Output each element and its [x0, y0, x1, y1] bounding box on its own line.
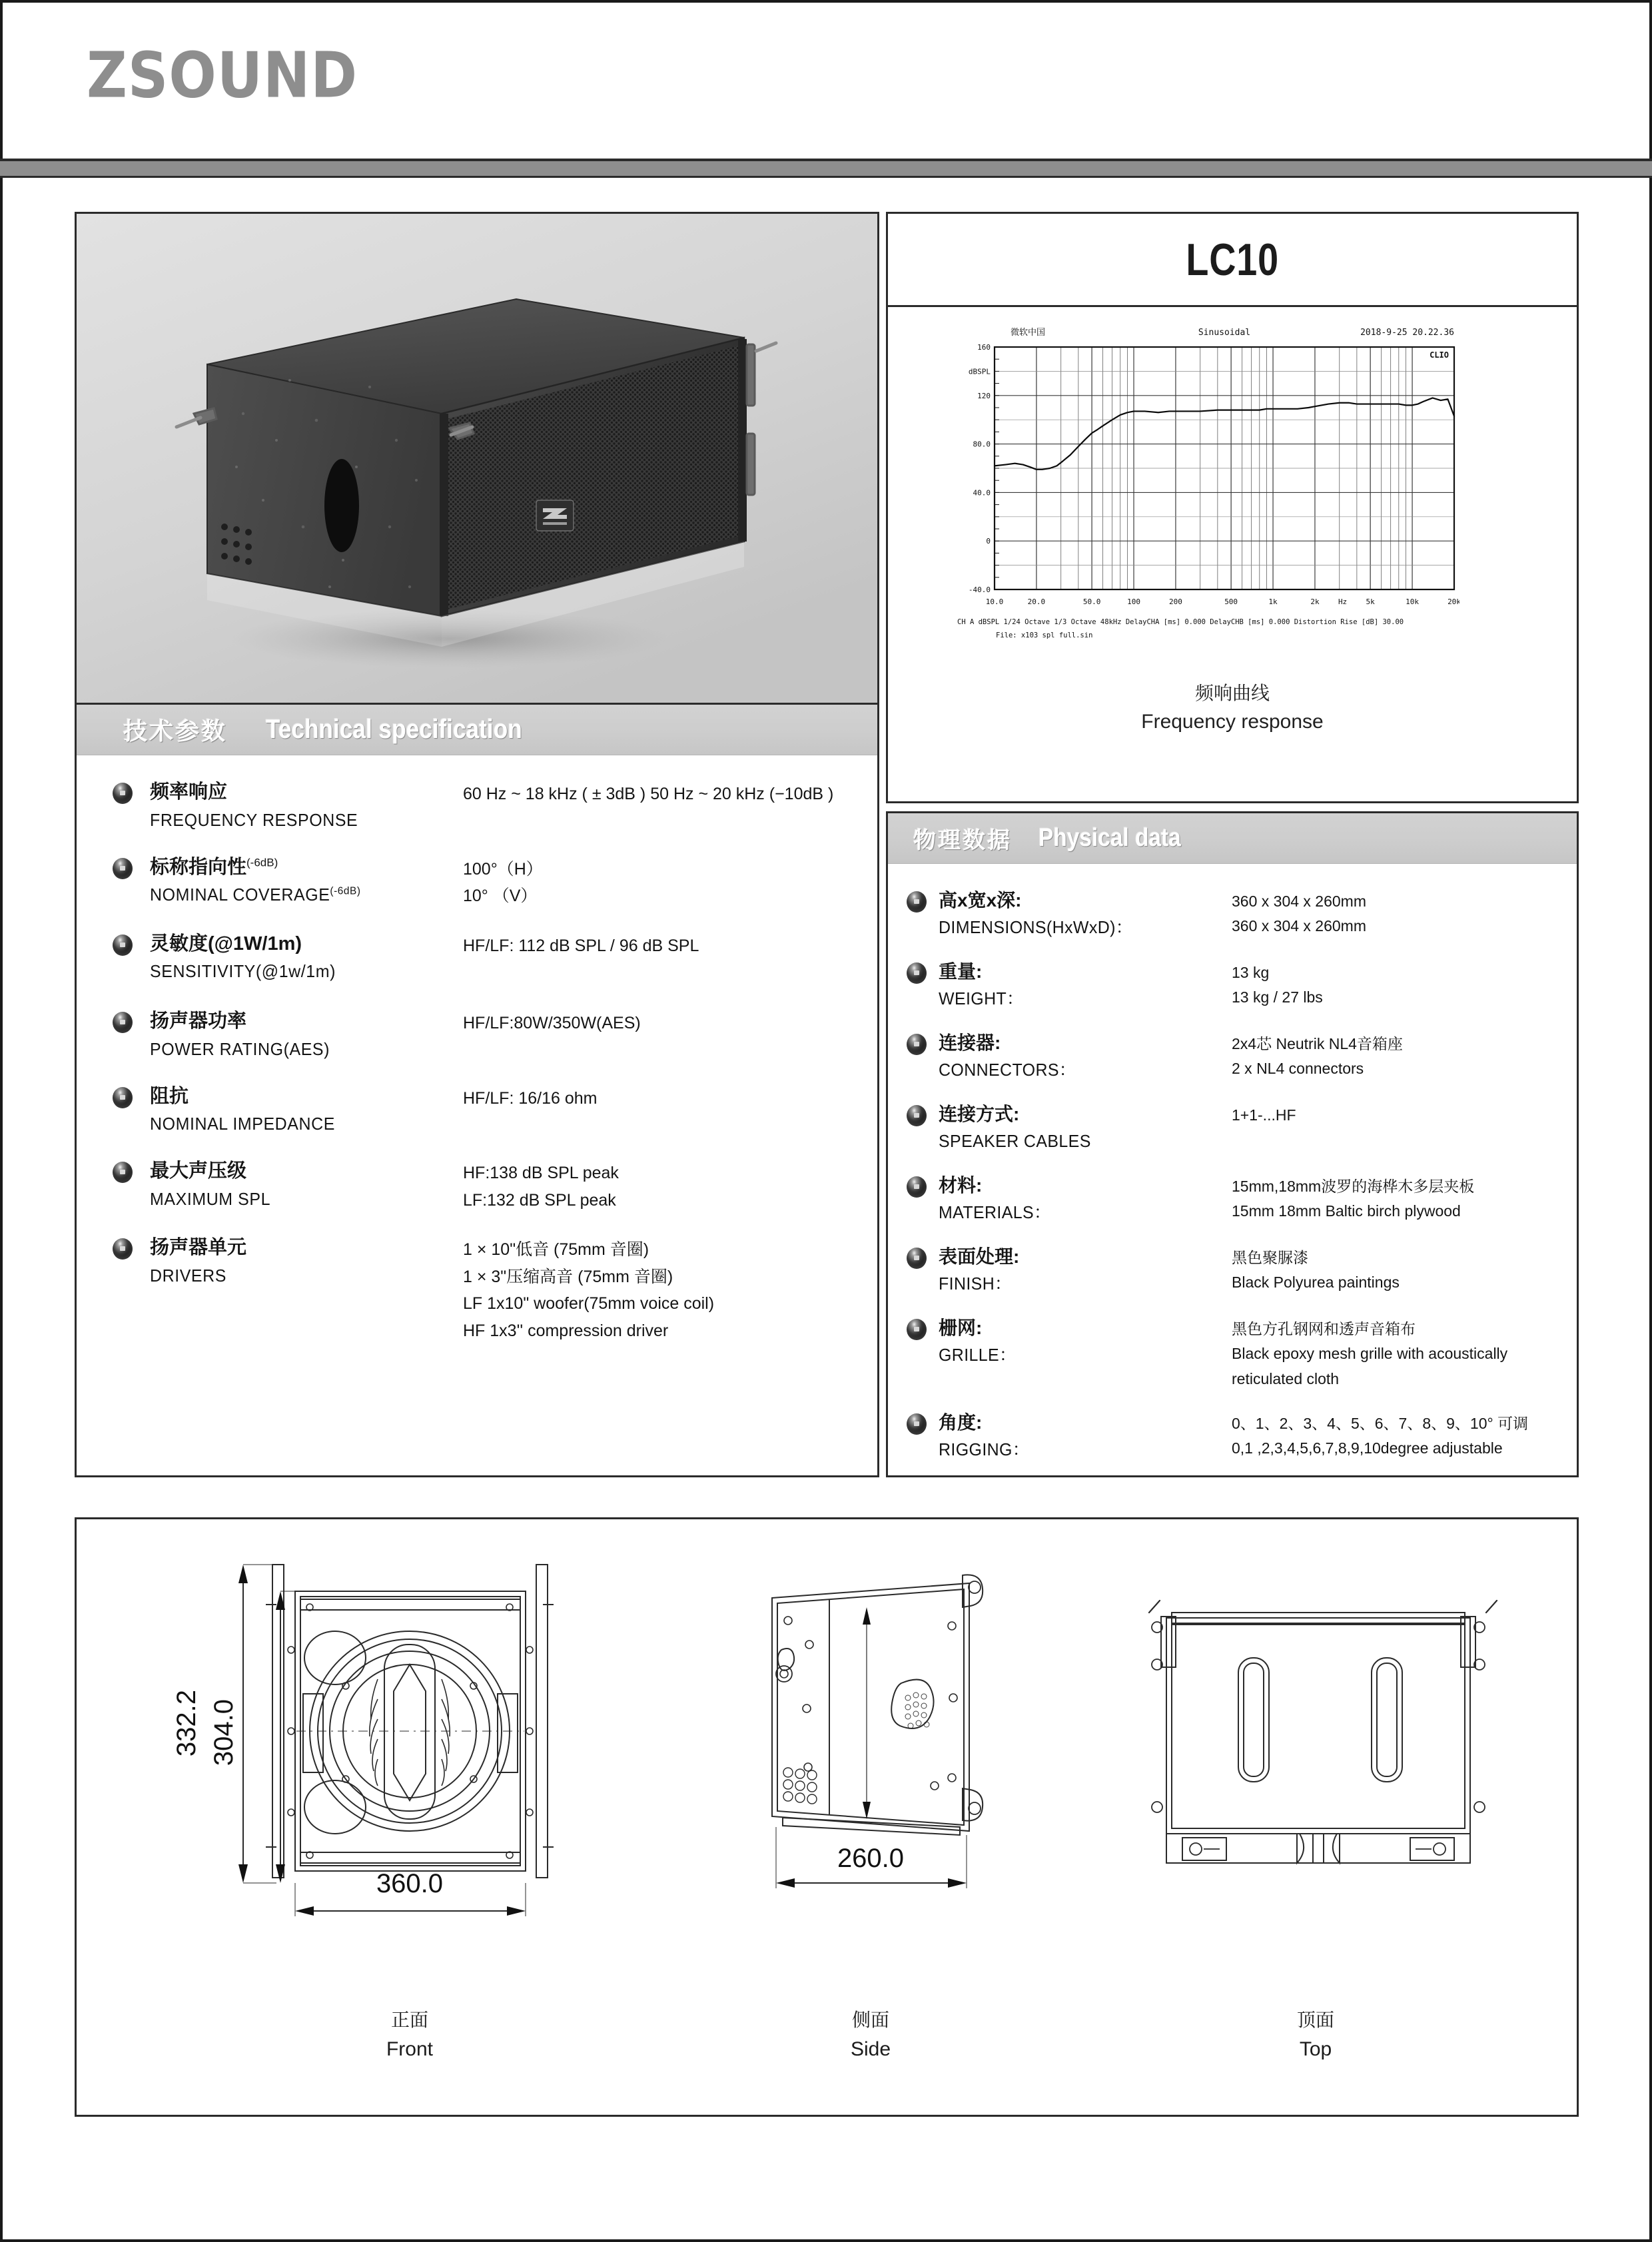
svg-text:20.0: 20.0	[1027, 597, 1046, 606]
spec-row	[888, 1243, 1577, 1297]
spec-value-line: LF 1x10" woofer(75mm voice coil)	[463, 1294, 715, 1313]
spec-label-cn: 连接方式:	[939, 1104, 1020, 1124]
spec-label	[939, 887, 1232, 940]
view-top-cn: 顶面	[1296, 2010, 1334, 2030]
spec-row	[77, 1082, 877, 1138]
spec-label	[150, 1082, 463, 1138]
view-label-front	[336, 2006, 483, 2065]
spec-value	[1232, 1409, 1577, 1463]
view-side-cn: 侧面	[851, 2010, 889, 2030]
spec-value	[1232, 1243, 1577, 1297]
spec-value-line: HF/LF:80W/350W(AES)	[463, 1014, 641, 1032]
svg-text:0: 0	[986, 537, 991, 546]
view-front-en: Front	[386, 2038, 434, 2061]
spec-label	[150, 1007, 463, 1062]
spec-label-en: CONNECTORS：	[939, 1060, 1076, 1080]
dim-label-front-width: 360.0	[376, 1869, 444, 1898]
spec-label-en: POWER RATING(AES)	[150, 1038, 330, 1059]
spec-label-en: MATERIALS：	[939, 1202, 1051, 1222]
spec-label-en: NOMINAL IMPEDANCE	[150, 1114, 335, 1134]
spec-label-en-sup: (-6dB)	[330, 885, 361, 897]
svg-text:10.0: 10.0	[985, 597, 1004, 606]
spec-value-line: 15mm 18mm Baltic birch plywood	[1232, 1202, 1461, 1220]
physical-data-header	[888, 813, 1577, 864]
spec-value	[463, 778, 877, 833]
svg-text:-40.0: -40.0	[968, 585, 991, 594]
spec-label	[939, 1029, 1232, 1083]
bullet-orb-icon	[907, 1248, 927, 1269]
spec-label-en: MAXIMUM SPL	[150, 1188, 271, 1209]
spec-label	[150, 930, 463, 985]
header-gray-band	[0, 161, 1652, 176]
technical-specification-panel	[75, 705, 879, 1477]
dim-front-outer-height	[238, 1565, 276, 1883]
svg-text:Sinusoidal: Sinusoidal	[1198, 328, 1251, 338]
bullet-orb-icon	[113, 1238, 133, 1260]
spec-value-line: 2x4芯 Neutrik NL4音箱座	[1232, 1035, 1403, 1052]
spec-label-cn: 频率响应	[150, 781, 228, 803]
model-title-bar	[888, 214, 1577, 307]
product-photo	[77, 214, 877, 703]
svg-text:160: 160	[977, 343, 991, 352]
product-photo-card	[75, 212, 879, 705]
side-view-drawing	[772, 1575, 983, 1835]
spec-value-line: Black Polyurea paintings	[1232, 1274, 1400, 1292]
spec-label-en: RIGGING：	[939, 1439, 1030, 1459]
phys-header-cn: 物理数据	[913, 828, 1012, 853]
svg-text:File: x103 spl full.sin: File: x103 spl full.sin	[996, 631, 1093, 639]
spec-row	[888, 1172, 1577, 1226]
spec-value-line: HF/LF: 16/16 ohm	[463, 1088, 598, 1108]
chart-caption	[888, 680, 1577, 736]
spec-value-line: 360 x 304 x 260mm	[1232, 917, 1367, 935]
tech-header-cn: 技术参数	[123, 717, 228, 745]
svg-text:50.0: 50.0	[1082, 597, 1101, 606]
spec-value-line: 1 × 3"压缩高音 (75mm 音圈)	[463, 1267, 673, 1286]
spec-label-cn: 角度:	[939, 1411, 983, 1433]
svg-text:10k: 10k	[1406, 597, 1420, 606]
spec-value	[1232, 887, 1577, 940]
spec-label	[939, 1314, 1232, 1391]
spec-value-line: HF 1x3'' compression driver	[463, 1321, 669, 1340]
spec-label	[939, 1100, 1232, 1154]
spec-label	[150, 1234, 463, 1344]
spec-label-en: NOMINAL $COVERAGE^{(-6dB)}$	[150, 885, 361, 905]
spec-label	[939, 958, 1232, 1012]
bullet-orb-icon	[113, 783, 133, 804]
spec-value-line: 黑色方孔钢网和透声音箱布	[1232, 1320, 1416, 1337]
view-top-en: Top	[1299, 2038, 1332, 2061]
svg-text:dBSPL: dBSPL	[968, 367, 991, 376]
view-side-en: Side	[850, 2038, 891, 2061]
spec-value-line: 1+1-...HF	[1232, 1106, 1296, 1124]
svg-text:Hz: Hz	[1338, 597, 1348, 606]
spec-label-en: FREQUENCY RESPONSE	[150, 809, 358, 830]
spec-label	[150, 1157, 463, 1214]
spec-row	[888, 1029, 1577, 1083]
dim-label-side-depth: 260.0	[837, 1844, 905, 1873]
spec-row	[888, 1100, 1577, 1154]
spec-label-cn: 扬声器功率	[150, 1010, 247, 1032]
svg-text:120: 120	[977, 391, 991, 400]
spec-row	[77, 1234, 877, 1344]
spec-row	[888, 958, 1577, 1012]
svg-text:100: 100	[1127, 597, 1140, 606]
bullet-orb-icon	[907, 1034, 927, 1055]
front-view-drawing	[266, 1565, 554, 1878]
bullet-orb-icon	[113, 934, 133, 956]
spec-value-line: HF/LF: 112 dB SPL / 96 dB SPL	[463, 936, 699, 955]
svg-text:微软中国: 微软中国	[1011, 328, 1046, 338]
spec-row	[77, 853, 877, 910]
spec-row	[77, 778, 877, 833]
dimension-drawings-card	[75, 1517, 1579, 2117]
svg-text:5k: 5k	[1366, 597, 1375, 606]
spec-value-line: reticulated cloth	[1232, 1369, 1340, 1387]
spec-label-en: FINISH：	[939, 1274, 1012, 1294]
spec-value-line: 360 x 304 x 260mm	[1232, 893, 1367, 910]
spec-label-cn: 材料:	[939, 1175, 983, 1196]
chart-caption-en: Frequency response	[1141, 710, 1324, 733]
spec-value-line: LF:132 dB SPL peak	[463, 1190, 616, 1210]
chart-caption-cn: 频响曲线	[1194, 683, 1270, 703]
product-badge	[536, 500, 574, 531]
spec-value-line: HF:138 dB SPL peak	[463, 1164, 619, 1182]
view-label-side	[797, 2006, 944, 2065]
spec-value-line: 1 × 10"低音 (75mm 音圈)	[463, 1240, 649, 1259]
view-front-cn: 正面	[390, 2010, 428, 2030]
technical-spec-rows	[77, 755, 877, 1344]
spec-value	[463, 1007, 877, 1062]
page-header	[0, 0, 1652, 167]
spec-label-cn: 阻抗	[150, 1085, 189, 1107]
spec-label-cn: 扬声器单元	[150, 1237, 247, 1258]
spec-row	[888, 887, 1577, 940]
physical-data-rows	[888, 864, 1577, 1463]
spec-value	[463, 853, 877, 910]
spec-label-cn: 高x宽x深:	[939, 890, 1022, 911]
spec-value	[463, 1157, 877, 1214]
spec-value	[1232, 1100, 1577, 1154]
spec-value-line: 60 Hz ~ 18 kHz ( ± 3dB ) 50 Hz ~ 20 kHz (−10dB )	[463, 785, 834, 803]
svg-text:80.0: 80.0	[973, 440, 991, 449]
spec-label-cn: 重量:	[939, 961, 983, 982]
spec-label	[939, 1409, 1232, 1463]
spec-value-line: 2 x NL4 connectors	[1232, 1060, 1364, 1078]
spec-value	[1232, 1029, 1577, 1083]
spec-value	[1232, 1314, 1577, 1391]
svg-text:1k: 1k	[1268, 597, 1278, 606]
spec-label	[939, 1243, 1232, 1297]
header-rule-bottom	[0, 176, 1652, 178]
svg-text:40.0: 40.0	[973, 488, 991, 498]
bullet-orb-icon	[113, 1087, 133, 1108]
spec-label-en: WEIGHT：	[939, 988, 1024, 1008]
spec-label-cn: 表面处理:	[939, 1246, 1020, 1267]
bullet-orb-icon	[907, 1413, 927, 1435]
brand-logo: ZSOUND	[87, 39, 358, 112]
bullet-orb-icon	[907, 1319, 927, 1340]
spec-label-en: GRILLE：	[939, 1345, 1017, 1365]
spec-value	[1232, 958, 1577, 1012]
model-chart-card	[886, 212, 1579, 803]
svg-text:2k: 2k	[1310, 597, 1320, 606]
spec-label-cn: 栅网:	[939, 1317, 983, 1338]
spec-row	[77, 930, 877, 985]
bullet-orb-icon	[907, 1105, 927, 1126]
frequency-response-chart	[953, 320, 1459, 667]
spec-label-en: DRIVERS	[150, 1265, 226, 1286]
spec-value-line: 黑色聚脲漆	[1232, 1249, 1308, 1266]
tech-header-en: Technical specification	[266, 715, 522, 744]
spec-row	[77, 1007, 877, 1062]
physical-data-panel	[886, 811, 1579, 1477]
dim-label-front-inner-height: 304.0	[209, 1698, 238, 1766]
phys-header-en: Physical data	[1038, 824, 1181, 852]
spec-label-cn: 标称指向性$^{(-6dB)}$	[150, 855, 278, 878]
bullet-orb-icon	[113, 858, 133, 879]
spec-value	[463, 1234, 877, 1344]
bullet-orb-icon	[113, 1162, 133, 1183]
spec-row	[888, 1409, 1577, 1463]
page-title: LC10	[1186, 234, 1279, 285]
spec-value	[463, 1082, 877, 1138]
spec-value	[1232, 1172, 1577, 1226]
spec-value-line: Black epoxy mesh grille with acoustically	[1232, 1345, 1508, 1363]
spec-label-cn: 最大声压级	[150, 1160, 247, 1182]
dim-label-front-outer-height: 332.2	[172, 1689, 201, 1757]
bullet-orb-icon	[113, 1012, 133, 1033]
spec-value-line: 10° （V）	[463, 887, 538, 905]
spec-row	[888, 1314, 1577, 1391]
spec-label-en: SENSITIVITY(@1w/1m)	[150, 961, 336, 981]
spec-value-line: 13 kg / 27 lbs	[1232, 988, 1323, 1006]
spec-label	[939, 1172, 1232, 1226]
dim-front-inner-height	[276, 1591, 300, 1883]
spec-row	[77, 1157, 877, 1214]
bullet-orb-icon	[907, 1176, 927, 1198]
spec-label-cn-sup: (-6dB)	[246, 855, 278, 869]
spec-value-line: 0,1 ,2,3,4,5,6,7,8,9,10degree adjustable	[1232, 1439, 1503, 1457]
svg-text:CH A dBSPL 1/24 Octave: CH A dBSPL 1/24 Octave 1/3 Octave 48kHz DelayCHA [ms] 0.000 DelayCHB [ms] 0.000 Distortion Rise [dB] 30.00	[957, 618, 1404, 626]
spec-label-cn: 连接器:	[939, 1032, 1001, 1053]
view-labels	[77, 2006, 1577, 2079]
spec-value-line: 15mm,18mm波罗的海桦木多层夹板	[1232, 1178, 1475, 1195]
bullet-orb-icon	[907, 962, 927, 984]
technical-specification-header	[77, 705, 877, 755]
spec-value-line: 13 kg	[1232, 964, 1270, 981]
svg-text:200: 200	[1169, 597, 1182, 606]
svg-text:500: 500	[1224, 597, 1238, 606]
svg-text:20k: 20k	[1447, 597, 1459, 606]
view-label-top	[1242, 2006, 1389, 2065]
svg-text:CLIO: CLIO	[1430, 350, 1449, 360]
bullet-orb-icon	[907, 891, 927, 913]
spec-value-line: 100°（H）	[463, 859, 543, 879]
spec-label	[150, 778, 463, 833]
spec-label	[150, 853, 463, 910]
top-view-drawing	[1149, 1601, 1497, 1863]
spec-value	[463, 930, 877, 985]
spec-label-en: SPEAKER CABLES	[939, 1131, 1091, 1151]
spec-value-line: 0、1、2、3、4、5、6、7、8、9、10° 可调	[1232, 1414, 1529, 1432]
spec-label-en: DIMENSIONS(HxWxD)：	[939, 917, 1133, 937]
spec-label-cn: 灵敏度(@1W/1m)	[150, 933, 302, 954]
svg-text:2018-9-25 20.22.36: 2018-9-25 20.22.36	[1360, 328, 1454, 338]
